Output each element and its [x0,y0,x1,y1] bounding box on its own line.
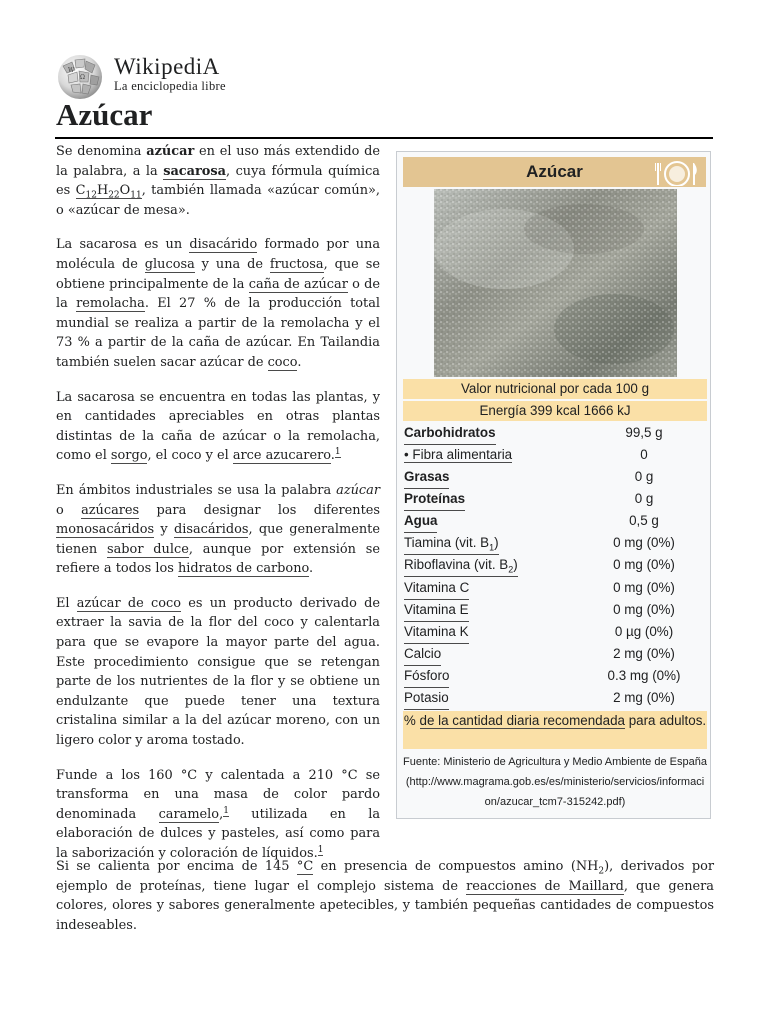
nutrient-label-sub: 1 [489,542,495,553]
formula-part: O [119,183,131,199]
source-note[interactable]: Fuente: Ministerio de Agricultura y Medio Ambiente de España (http://www.magrama.gob.es/es/ministerio/servicios/informacion/azucar_tcm7-315242.pdf) [403,756,707,808]
title-divider [55,137,713,139]
nutrient-label[interactable]: Fósforo [404,665,449,688]
formula-sub: 2 [598,866,605,877]
sugar-photo[interactable] [434,189,677,377]
text: , que genera colores, olores y sabores generalmente apetecibles, y también pequeñas cantidades de compuestos indeseables. [56,878,714,933]
nutrient-label[interactable]: Agua [404,510,437,533]
text: , cuya fórmula química es [56,163,380,199]
nutrient-label-text: ) [513,557,518,572]
nutrient-row-carbohidratos [404,422,704,444]
text: , que generalmente tienen [56,522,380,557]
nutrient-row-potasio [404,687,704,709]
link-disacaridos[interactable]: disacáridos [173,522,249,538]
link-cantidad-diaria-recomendada[interactable]: de la cantidad diaria recomendada [419,713,625,728]
nutrient-label[interactable]: Vitamina C [404,577,469,600]
link-azucar-de-coco[interactable]: azúcar de coco [76,595,181,611]
infobox-title [403,157,706,187]
text: . [309,561,314,577]
nutrient-row-agua [404,510,704,532]
text: , el coco y el [147,448,233,464]
text: , aunque por extensión se refiere a todos los [56,541,380,577]
nutrient-label[interactable]: Vitamina K [404,621,469,644]
nutrient-label-text: Riboflavina (vit. B [404,557,509,572]
link-caramelo[interactable]: caramelo [158,806,220,822]
link-reacciones-de-maillard[interactable]: reacciones de Maillard [466,878,624,894]
nutrient-label-text[interactable]: • Fibra alimentaria [404,447,513,462]
text: en presencia de compuestos amino (NH [313,859,599,874]
nutrient-value: 0,5 g [629,513,659,528]
svg-text:Ω: Ω [80,74,85,81]
link-sabor-dulce[interactable]: sabor dulce [107,541,189,557]
reference-link[interactable]: 1 [223,805,229,816]
text: para adultos. [624,713,707,728]
wikipedia-globe-logo[interactable] [55,52,105,102]
link-grado-celsius[interactable]: °C [296,859,314,874]
nutrient-label[interactable]: Vitamina E [404,599,469,622]
paragraph-6 [56,766,380,864]
formula-sub: 12 [85,190,97,201]
link-remolacha[interactable]: remolacha [76,296,145,312]
text: , [219,806,224,822]
nutrient-row-fosforo [404,665,704,687]
nutrient-label[interactable]: Proteínas [404,488,465,511]
text: o de la [56,276,380,312]
link-formula[interactable] [76,183,142,199]
nutrient-value: 99,5 g [625,425,663,440]
nutrient-value: 0 µg (0%) [614,624,674,639]
text: . [297,354,302,370]
link-sorgo[interactable]: sorgo [110,448,148,464]
paragraph-1 [56,142,380,220]
text: La sacarosa es un [56,237,190,253]
nutrient-value: 0 mg (0%) [613,535,675,550]
text: En ámbitos industriales se usa la palabra [56,482,337,498]
article-body [56,142,380,879]
text: para designar los diferentes [139,502,381,518]
nutrient-value: 0.3 mg (0%) [607,668,681,683]
text: , que se obtiene principalmente de la [56,256,380,292]
text: en el uso más extendido de la palabra, a la [56,144,380,179]
text: y [154,522,174,538]
infobox-title-text: Azúcar [526,162,583,181]
text: formado por una molécula de [56,237,381,272]
reference-link[interactable]: 1 [317,844,324,855]
nutrient-row-tiamina [404,532,704,554]
text: La sacarosa se encuentra en todas las plantas, y en cantidades apreciables en otras plantas distintas de la caña de azúcar o la remolacha, como el [56,389,380,464]
nutrient-value: 0 g [634,469,654,484]
formula-part: C [75,183,86,199]
nutrient-row-vitamina-c [404,577,704,599]
link-coco[interactable]: coco [267,354,298,370]
nutrition-infobox [396,151,711,819]
formula-sub: 22 [108,190,120,201]
link-hidratos-de-carbono[interactable]: hidratos de carbono [177,561,310,577]
nutrition-header: Valor nutricional por cada 100 g [403,379,707,399]
link-sacarosa[interactable]: sacarosa [163,163,226,179]
italic-term: azúcar [336,482,380,498]
link-monosacaridos[interactable]: monosacáridos [56,522,155,538]
nutrient-value: 0 mg (0%) [613,580,675,595]
text: y una de [194,256,270,272]
nutrient-label [404,444,512,466]
text: El [56,595,77,611]
nutrient-value: 2 mg (0%) [613,646,675,661]
text: es un producto derivado de extraer la savia de la flor del coco y calentarla para que se evapore la mayor parte del agua. Este procedimiento consigue que se retengan parte de los nutrientes de la flor y se obtiene un endulzante que puede tener una textura cristalina similar a la del azúcar moreno, con un ligero color y aroma tostado. [56,595,380,749]
nutrient-label[interactable]: Potasio [404,687,449,710]
link-glucosa[interactable]: glucosa [144,256,195,272]
wikipedia-wordmark[interactable]: WikipediA [114,54,220,79]
nutrient-row-vitamina-k [404,621,704,643]
link-fructosa[interactable]: fructosa [269,256,324,272]
nutrient-label-sub: 2 [508,564,514,575]
text: utilizada en la elaboración de dulces y pasteles, así como para la saborización y coloración de líquidos. [56,806,381,861]
text: ), derivados por ejemplo de proteínas, tiene lugar el complejo sistema de [56,859,715,894]
link-cana-de-azucar[interactable]: caña de azúcar [248,276,348,292]
nutrient-row-riboflavina [404,554,704,576]
text: % [403,713,420,728]
nutrient-label[interactable]: Carbohidratos [404,422,496,445]
reference-link[interactable]: 1 [334,447,341,458]
paragraph-2 [56,235,380,372]
nutrient-label[interactable]: Grasas [404,466,449,489]
text: , también llamada «azúcar común», o «azúcar de mesa». [56,183,380,218]
nutrient-value: 0 mg (0%) [613,602,675,617]
formula-part: H [96,183,109,199]
link-azucares[interactable]: azúcares [81,502,140,518]
nutrient-label-text: ) [494,535,499,550]
text: Se denomina [56,144,147,159]
paragraph-5 [56,594,380,751]
nutrient-label[interactable] [404,532,499,555]
nutrient-row-calcio [404,643,704,665]
link-disacarido[interactable]: disacárido [189,237,258,253]
nutrient-row-vitamina-e [404,599,704,621]
text: . El 27 % de la producción total mundial se realiza a partir de la remolacha y el 73 % a partir de la caña de azúcar. En Tailandia también suelen sacar azúcar de [56,296,380,370]
nutrient-row-proteinas [404,488,704,510]
nutrient-row-grasas [404,466,704,488]
energy-row: Energía 399 kcal 1666 kJ [403,401,707,421]
nutrient-value: 2 mg (0%) [613,690,675,705]
link-arce-azucarero[interactable]: arce azucarero [232,448,331,464]
nutrient-label[interactable] [404,554,518,577]
nutrient-value: 0 g [634,491,654,506]
text: Funde a los 160 °C y calentada a 210 °C se transforma en una masa de color pardo denominada [56,767,380,822]
paragraph-3 [56,388,380,466]
daily-value-note [403,711,707,749]
nutrient-value: 0 mg (0%) [613,557,675,572]
nutrient-label-text: Tiamina (vit. B [404,535,490,550]
nutrient-label[interactable]: Calcio [404,643,441,666]
nutrient-row-fibra [404,444,704,466]
nutrient-value: 0 [640,447,648,462]
bold-term: azúcar [146,144,195,159]
page-title: Azúcar [56,97,153,132]
text: . [330,448,335,464]
paragraph-4 [56,481,380,579]
svg-text:W: W [68,67,75,74]
paragraph-7 [56,857,714,935]
formula-sub: 11 [130,190,142,201]
text: o [56,502,82,518]
wikipedia-tagline: La enciclopedia libre [114,79,226,93]
plate-cutlery-icon[interactable] [654,160,700,186]
text: Si se calienta por encima de 145 [56,859,297,874]
